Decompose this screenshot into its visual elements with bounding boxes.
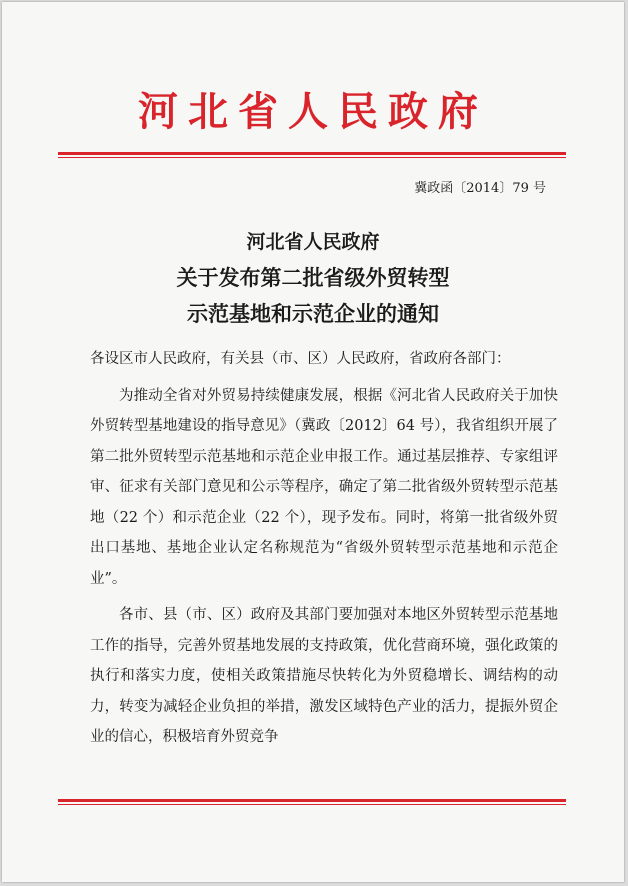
document-page (2, 2, 624, 882)
document-body (90, 344, 558, 753)
letterhead-rule-thin (58, 157, 566, 158)
document-title (2, 224, 624, 332)
letterhead-rule-thick (58, 152, 566, 155)
footer-rule-thick (58, 799, 566, 802)
letterhead-title: 河北省人民政府 (138, 88, 488, 135)
title-line-1: 河北省人民政府 (246, 231, 380, 253)
paragraph-1: 为推动全省对外贸易持续健康发展，根据《河北省人民政府关于加快外贸转型基地建设的指导意见》（冀政〔2012〕64 号），我省组织开展了第二批外贸转型示范基地和示范企业申报工作。通过基层推荐、专家组评审、征求有关部门意见和公示等程序，确定了第二批省级外贸转型示范基地（22 个）和示范企业（22 个），现予发布。同时，将第一批省级外贸出口基地、基地企业认定名称规范为“省级外贸转型示范基地和示范企业”。 (90, 387, 558, 587)
addressees: 各设区市人民政府，有关县（市、区）人民政府，省政府各部门： (90, 351, 511, 367)
paragraph-2: 各市、县（市、区）政府及其部门要加强对本地区外贸转型示范基地工作的指导，完善外贸基地发展的支持政策，优化营商环境，强化政策的执行和落实力度，使相关政策措施尽快转化为外贸稳增长、调结构的动力，转变为减轻企业负担的举措，激发区域特色产业的活力，提振外贸企业的信心，积极培育外贸竞争 (90, 607, 558, 745)
footer-rule-thin (58, 804, 566, 805)
title-line-3: 示范基地和示范企业的通知 (187, 302, 439, 326)
title-line-2: 关于发布第二批省级外贸转型 (176, 266, 450, 290)
document-number: 冀政函〔2014〕79 号 (414, 181, 546, 196)
